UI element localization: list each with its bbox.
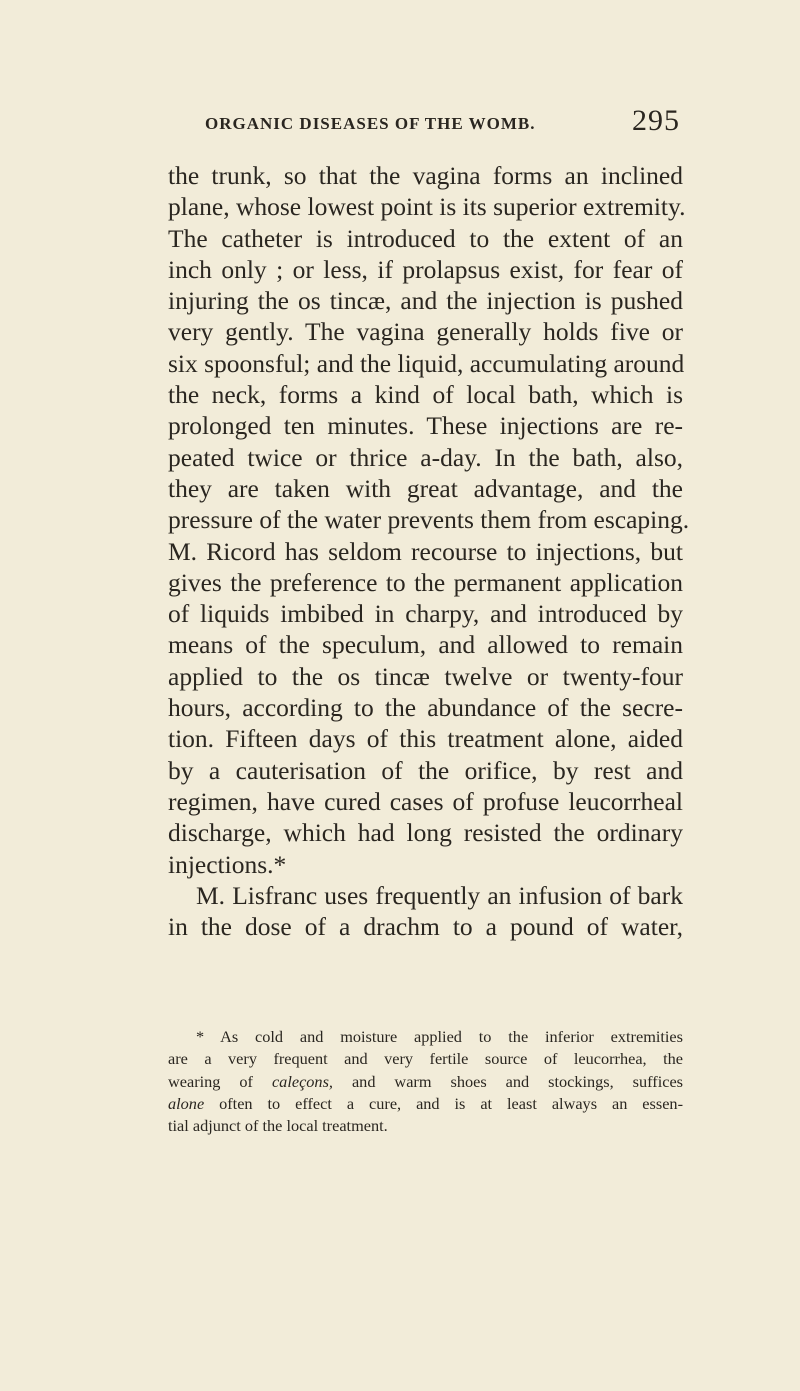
text-line: pressure of the water prevents them from escaping. xyxy=(168,505,690,535)
footnote xyxy=(168,1026,683,1137)
footnote-text: often to effect a cure, and is at least always an essen- xyxy=(204,1093,683,1113)
text-line: very gently. The vagina generally holds five or xyxy=(168,317,683,347)
text-line: M. Lisfranc uses frequently an infusion of bark xyxy=(196,880,683,910)
footnote-italic-term: caleçons, xyxy=(271,1071,333,1091)
text-line: regimen, have cured cases of profuse leucorrheal xyxy=(168,786,683,816)
footnote-line xyxy=(168,1093,683,1115)
text-line: prolonged ten minutes. These injections are re- xyxy=(168,411,683,441)
footnote-text: wearing of xyxy=(168,1071,272,1091)
footnote-line: tial adjunct of the local treatment. xyxy=(168,1116,388,1136)
text-line: injections.* xyxy=(168,849,287,879)
footnote-line: are a very frequent and very fertile source of leucorrhea, the xyxy=(168,1049,683,1069)
text-line: the neck, forms a kind of local bath, which is xyxy=(168,380,683,410)
text-line: applied to the os tincæ twelve or twenty-four xyxy=(168,661,683,691)
text-line: M. Ricord has seldom recourse to injections, but xyxy=(168,536,683,566)
text-line: of liquids imbibed in charpy, and introduced by xyxy=(168,599,683,629)
text-line: discharge, which had long resisted the ordinary xyxy=(168,818,683,848)
running-title: ORGANIC DISEASES OF THE WOMB. xyxy=(205,114,536,133)
text-line: gives the preference to the permanent application xyxy=(168,567,683,597)
footnote-line: * As cold and moisture applied to the inferior extremities xyxy=(196,1027,683,1046)
text-line: means of the speculum, and allowed to remain xyxy=(168,630,683,660)
text-line: the trunk, so that the vagina forms an inclined xyxy=(168,161,683,190)
text-line: tion. Fifteen days of this treatment alone, aided xyxy=(168,724,683,754)
text-line: peated twice or thrice a-day. In the bath, also, xyxy=(168,442,683,472)
text-line: The catheter is introduced to the extent of an xyxy=(168,223,683,253)
text-line: they are taken with great advantage, and the xyxy=(168,473,683,503)
text-line: six spoonsful; and the liquid, accumulating around xyxy=(168,348,685,378)
footnote-text: and warm shoes and stockings, suffices xyxy=(332,1071,684,1091)
text-line: hours, according to the abundance of the secre- xyxy=(168,693,683,723)
footnote-italic-term: alone xyxy=(168,1093,205,1113)
running-head xyxy=(168,104,680,140)
text-line: injuring the os tincæ, and the injection is pushed xyxy=(168,286,683,316)
text-line: by a cauterisation of the orifice, by rest and xyxy=(168,755,683,785)
text-line: in the dose of a drachm to a pound of water, xyxy=(168,912,683,942)
footnote-line xyxy=(168,1071,683,1093)
text-line: plane, whose lowest point is its superior extremity. xyxy=(168,192,686,222)
page-number: 295 xyxy=(632,104,680,137)
body-text xyxy=(168,160,690,942)
text-line: inch only ; or less, if prolapsus exist, for fear of xyxy=(168,254,683,284)
